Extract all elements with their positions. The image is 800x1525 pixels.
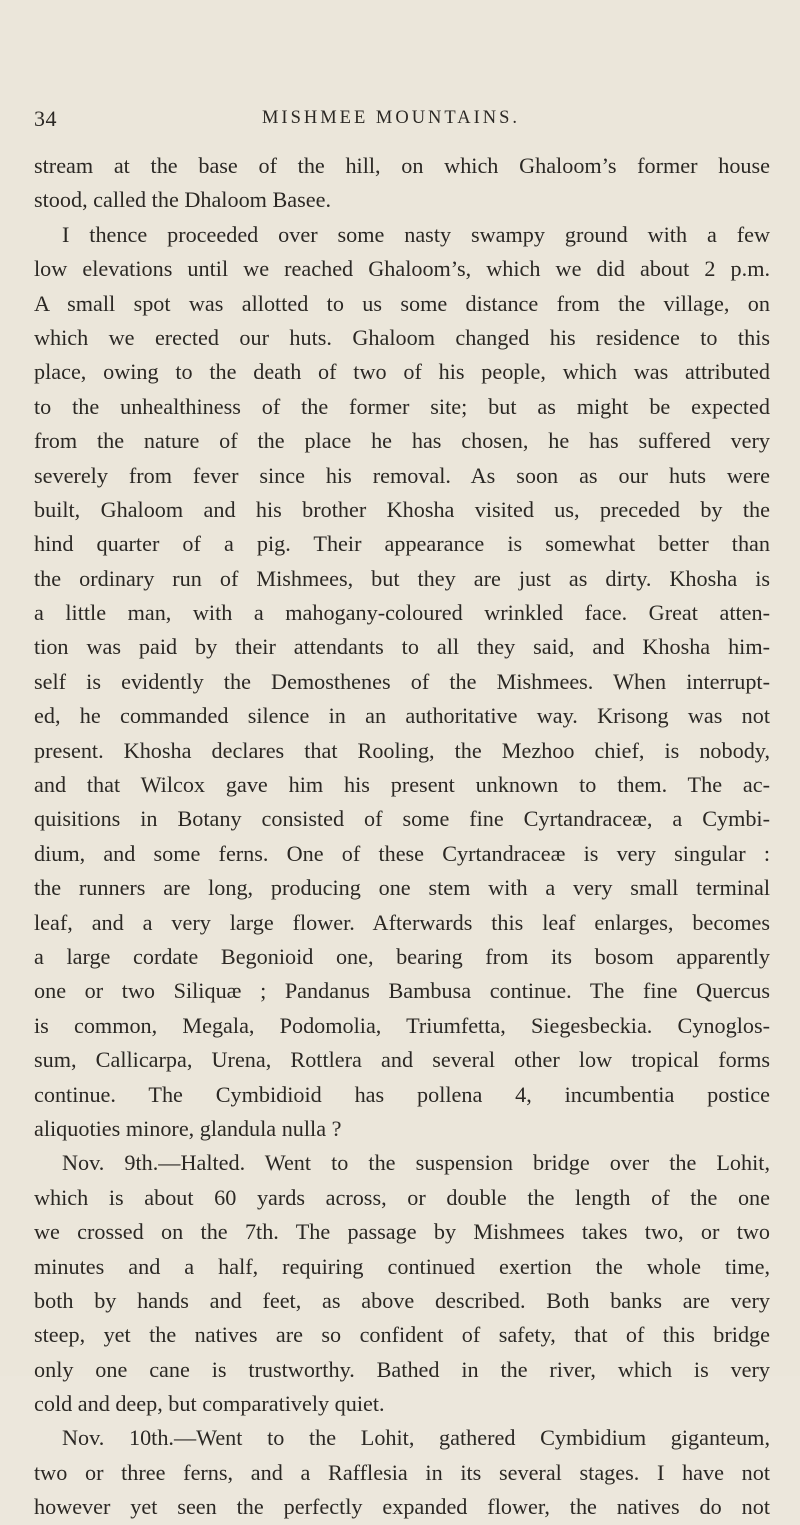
text-line: two or three ferns, and a Rafflesia in its several stages. I have not [34, 1459, 770, 1485]
text-line: minutes and a half, requiring continued exertion the whole time, [34, 1253, 770, 1279]
text-line: which we erected our huts. Ghaloom changed his residence to this [34, 324, 770, 350]
paragraph-first-line: I thence proceeded over some nasty swampy ground with a few [62, 221, 770, 247]
text-line: is common, Megala, Podomolia, Triumfetta, Siegesbeckia. Cynoglos- [34, 1012, 770, 1038]
text-line: stream at the base of the hill, on which Ghaloom’s former house [34, 153, 770, 178]
text-line: which is about 60 yards across, or double the length of the one [34, 1184, 770, 1210]
text-line: the ordinary run of Mishmees, but they are just as dirty. Khosha is [34, 565, 770, 591]
text-line: hind quarter of a pig. Their appearance is somewhat better than [34, 531, 770, 557]
text-line: we crossed on the 7th. The passage by Mishmees takes two, or two [34, 1219, 770, 1245]
text-line: aliquoties minore, glandula nulla ? [34, 1115, 342, 1141]
text-line: sum, Callicarpa, Urena, Rottlera and several other low tropical forms [34, 1047, 770, 1073]
text-line: dium, and some ferns. One of these Cyrtandraceæ is very singular : [34, 840, 770, 866]
text-line: only one cane is trustworthy. Bathed in the river, which is very [34, 1356, 770, 1382]
text-line: ed, he commanded silence in an authoritative way. Krisong was not [34, 703, 770, 729]
text-line: self is evidently the Demosthenes of the Mishmees. When interrupt- [34, 668, 770, 694]
paragraph-first-line: Nov. 9th.—Halted. Went to the suspension bridge over the Lohit, [62, 1150, 770, 1176]
text-line: steep, yet the natives are so confident of safety, that of this bridge [34, 1322, 770, 1348]
text-line: continue. The Cymbidioid has pollena 4, incumbentia postice [34, 1081, 770, 1107]
text-line: low elevations until we reached Ghaloom’s, which we did about 2 p.m. [34, 256, 770, 282]
page-header [34, 106, 738, 136]
text-line: and that Wilcox gave him his present unknown to them. The ac- [34, 772, 770, 798]
text-line: the runners are long, producing one stem with a very small terminal [34, 875, 770, 901]
text-line: tion was paid by their attendants to all they said, and Khosha him- [34, 634, 770, 660]
text-line: both by hands and feet, as above described. Both banks are very [34, 1287, 770, 1313]
text-line: one or two Siliquæ ; Pandanus Bambusa continue. The fine Quercus [34, 978, 770, 1004]
text-line: severely from fever since his removal. As soon as our huts were [34, 462, 770, 488]
text-line: to the unhealthiness of the former site; but as might be expected [34, 393, 770, 419]
text-line: a large cordate Begonioid one, bearing from its bosom apparently [34, 943, 770, 969]
text-line: built, Ghaloom and his brother Khosha visited us, preceded by the [34, 496, 770, 522]
text-line: leaf, and a very large flower. Afterwards this leaf enlarges, becomes [34, 909, 770, 935]
text-line: quisitions in Botany consisted of some fine Cyrtandraceæ, a Cymbi- [34, 806, 770, 832]
running-title: MISHMEE MOUNTAINS. [261, 108, 521, 128]
text-line: a little man, with a mahogany-coloured wrinkled face. Great atten- [34, 600, 770, 626]
text-line: place, owing to the death of two of his people, which was attributed [34, 359, 770, 385]
page-number: 34 [34, 106, 57, 131]
text-line: stood, called the Dhaloom Basee. [34, 187, 331, 213]
paragraph-first-line: Nov. 10th.—Went to the Lohit, gathered Cymbidium giganteum, [62, 1425, 770, 1451]
text-line: from the nature of the place he has chosen, he has suffered very [34, 428, 770, 454]
text-line: however yet seen the perfectly expanded flower, the natives do not [34, 1494, 770, 1520]
text-line: cold and deep, but comparatively quiet. [34, 1391, 385, 1417]
text-line: A small spot was allotted to us some distance from the village, on [34, 290, 770, 316]
text-line: present. Khosha declares that Rooling, the Mezhoo chief, is nobody, [34, 737, 770, 763]
body-text [34, 149, 770, 1520]
